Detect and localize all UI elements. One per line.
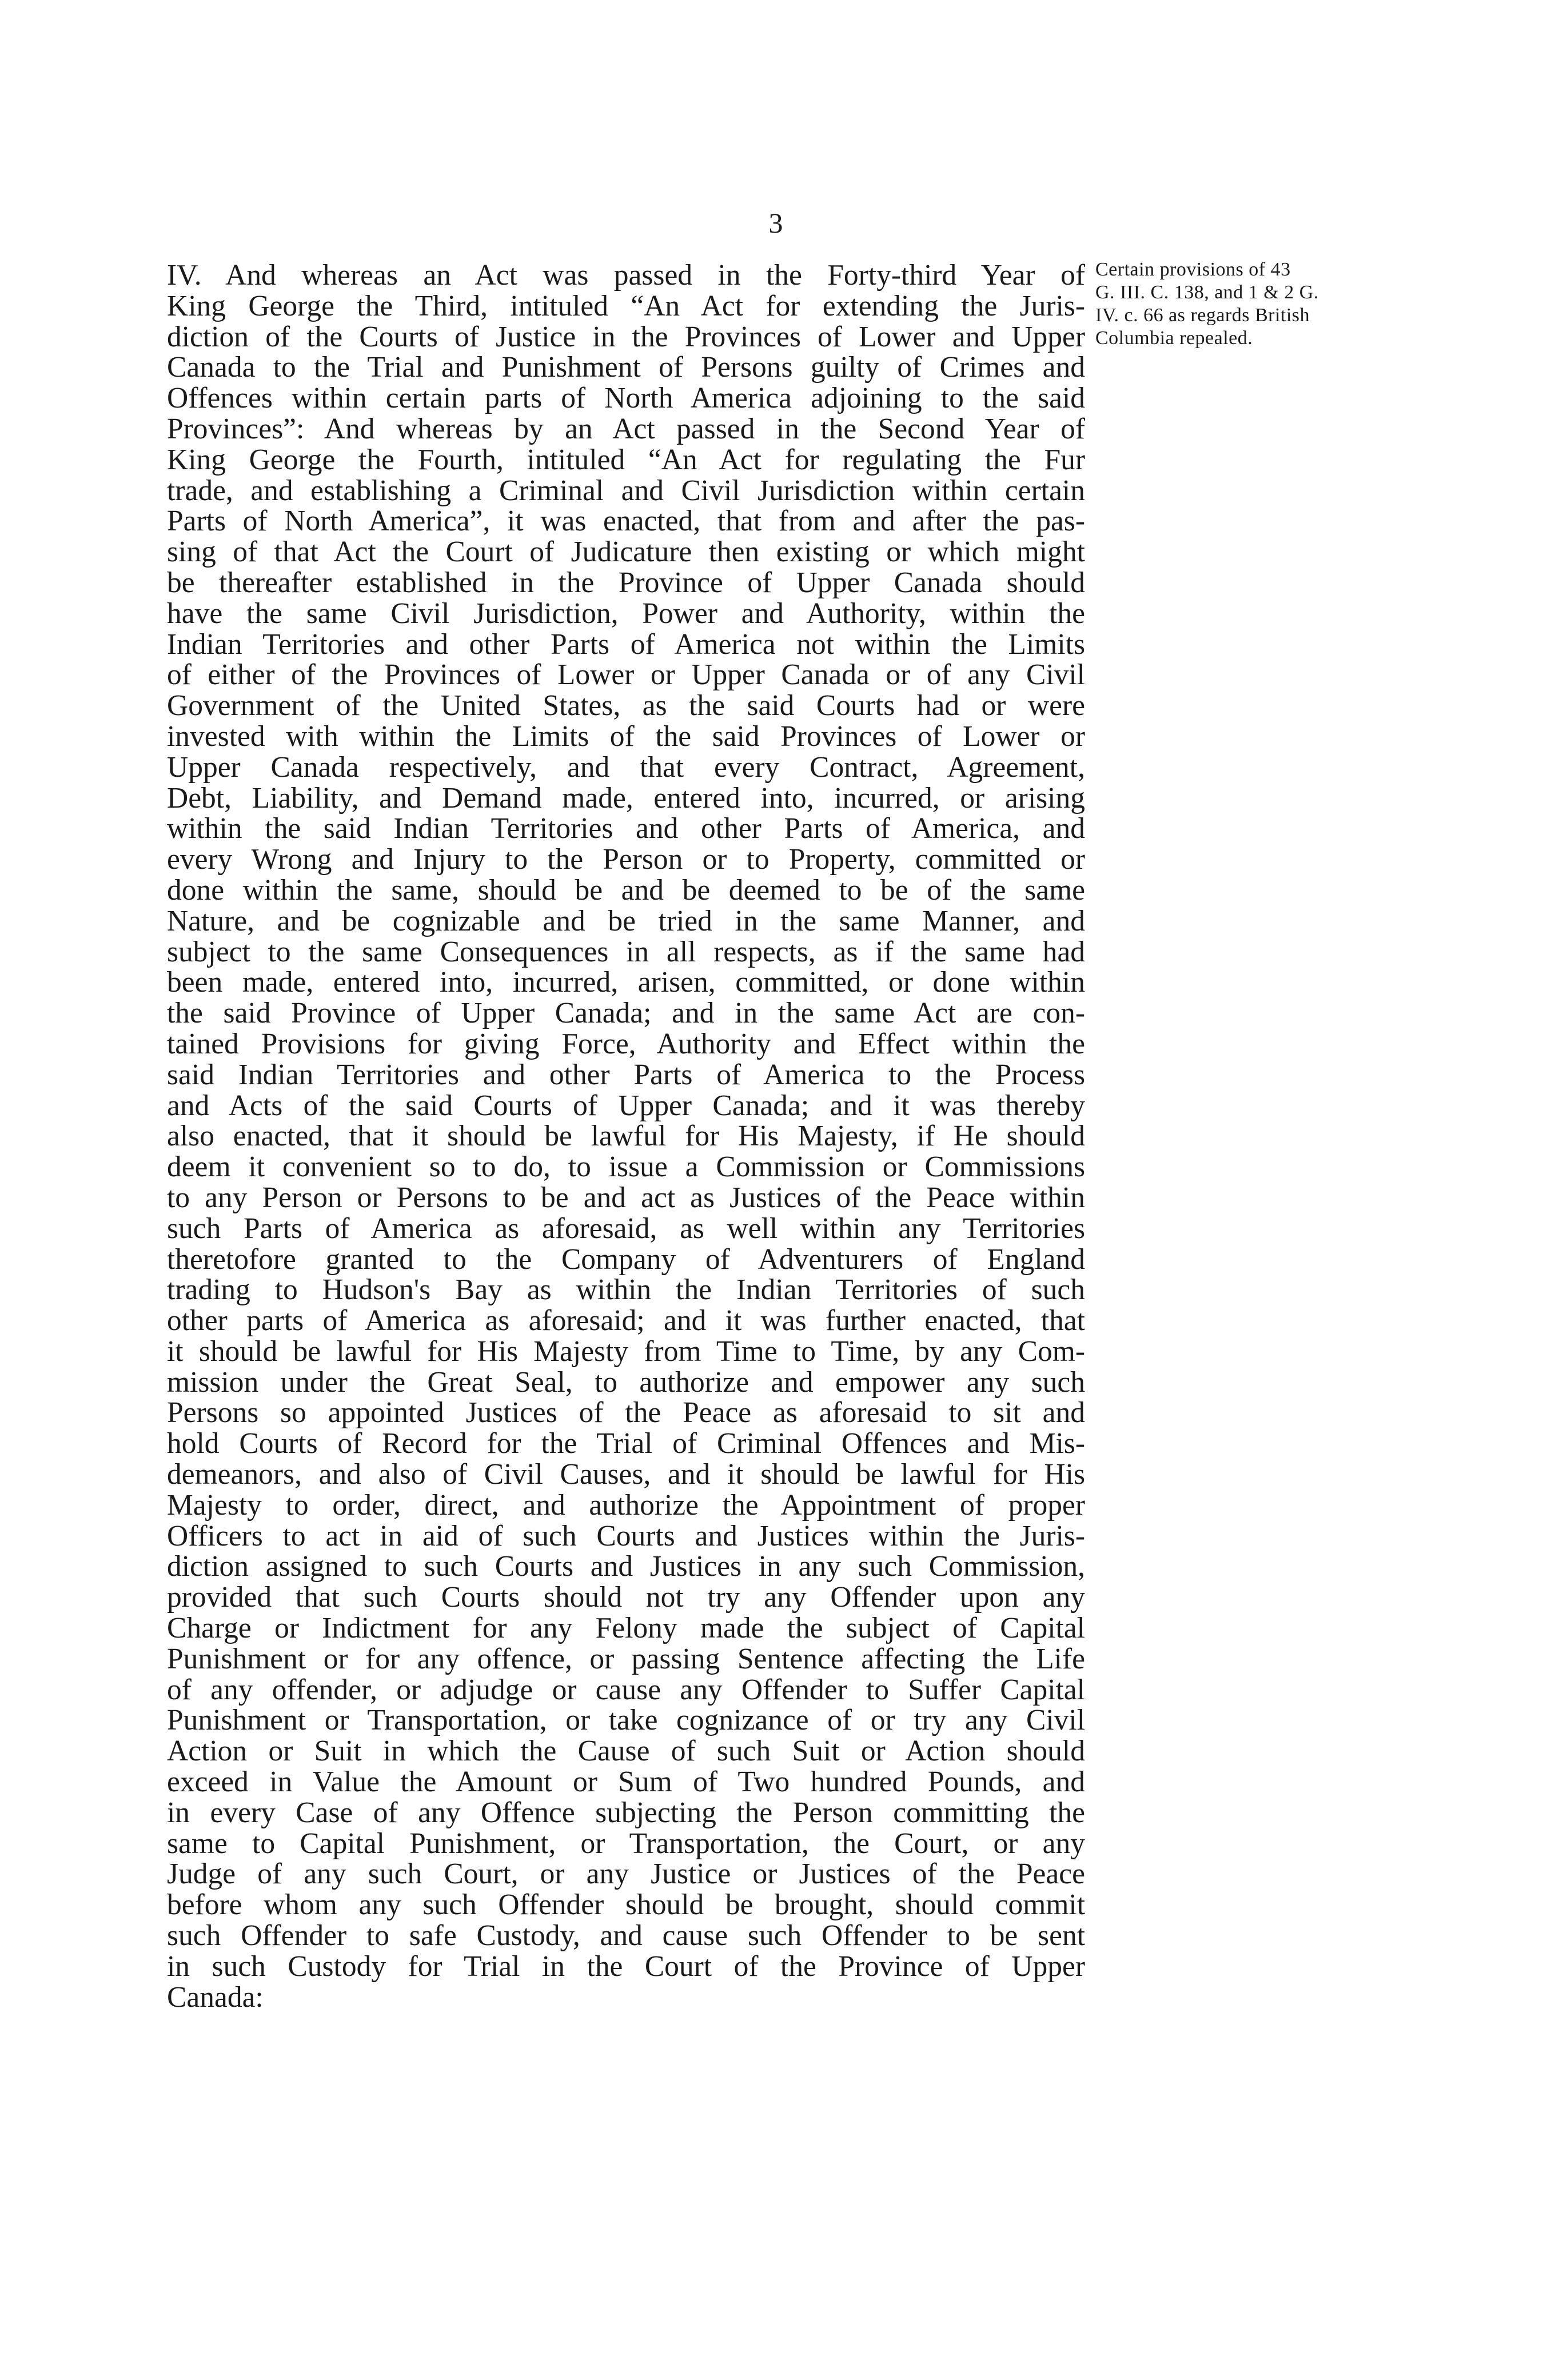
text-line: Provinces”: And whereas by an Act passed in the Second Year of	[167, 412, 1085, 445]
text-line: Indian Territories and other Parts of America not within the Limits	[167, 628, 1085, 661]
text-line: exceed in Value the Amount or Sum of Two hundred Pounds, and	[167, 1766, 1085, 1799]
text-line: to any Person or Persons to be and act as Justices of the Peace within	[167, 1181, 1085, 1214]
text-line: Persons so appointed Justices of the Peace as aforesaid to sit and	[167, 1396, 1085, 1429]
text-line: of either of the Provinces of Lower or Upper Canada or of any Civil	[167, 658, 1085, 692]
text-line: King George the Third, intituled “An Act for extending the Juris-	[167, 289, 1085, 322]
section-iv-paragraph	[167, 260, 1085, 2012]
text-line: invested with within the Limits of the said Provinces of Lower or	[167, 720, 1085, 753]
text-line: mission under the Great Seal, to authorize and empower any such	[167, 1365, 1085, 1399]
text-line: Canada to the Trial and Punishment of Persons guilty of Crimes and	[167, 351, 1085, 384]
text-line: same to Capital Punishment, or Transportation, the Court, or any	[167, 1827, 1085, 1860]
text-line: trading to Hudson's Bay as within the Indian Territories of such	[167, 1273, 1085, 1307]
margin-note-line: Certain provisions of 43	[1095, 259, 1291, 280]
text-line: have the same Civil Jurisdiction, Power and Authority, within the	[167, 597, 1085, 630]
margin-note	[1095, 258, 1381, 350]
text-line: within the said Indian Territories and other Parts of America, and	[167, 812, 1085, 845]
text-line: theretofore granted to the Company of Adventurers of England	[167, 1243, 1085, 1276]
text-line: be thereafter established in the Province of Upper Canada should	[167, 566, 1085, 599]
text-line: in every Case of any Offence subjecting the Person committing the	[167, 1796, 1085, 1829]
text-line: Judge of any such Court, or any Justice or Justices of the Peace	[167, 1858, 1085, 1891]
text-line: Government of the United States, as the said Courts had or were	[167, 689, 1085, 722]
text-line: Action or Suit in which the Cause of such Suit or Action should	[167, 1735, 1085, 1768]
text-line: subject to the same Consequences in all respects, as if the same had	[167, 935, 1085, 968]
text-line: Upper Canada respectively, and that every Contract, Agreement,	[167, 750, 1085, 784]
text-line: Officers to act in aid of such Courts and Justices within the Juris-	[167, 1519, 1085, 1552]
text-line: Debt, Liability, and Demand made, entered into, incurred, or arising	[167, 781, 1085, 814]
text-line: before whom any such Offender should be brought, should commit	[167, 1888, 1085, 1922]
text-line: the said Province of Upper Canada; and in the same Act are con-	[167, 997, 1085, 1030]
text-line: demeanors, and also of Civil Causes, and it should be lawful for His	[167, 1458, 1085, 1491]
text-line: provided that such Courts should not try any Offender upon any	[167, 1581, 1085, 1614]
text-line: trade, and establishing a Criminal and Civil Jurisdiction within certain	[167, 474, 1085, 507]
text-line: IV. And whereas an Act was passed in the Forty-third Year of	[167, 259, 1085, 291]
text-line: Offences within certain parts of North America adjoining to the said	[167, 382, 1085, 415]
text-line: also enacted, that it should be lawful for His Majesty, if He should	[167, 1120, 1085, 1153]
text-line: tained Provisions for giving Force, Authority and Effect within the	[167, 1027, 1085, 1060]
text-line: it should be lawful for His Majesty from Time to Time, by any Com-	[167, 1335, 1085, 1368]
text-line: sing of that Act the Court of Judicature then existing or which might	[167, 536, 1085, 569]
text-line: every Wrong and Injury to the Person or to Property, committed or	[167, 843, 1085, 876]
text-line: other parts of America as aforesaid; and it was further enacted, that	[167, 1304, 1085, 1337]
text-line: diction assigned to such Courts and Justices in any such Commission,	[167, 1550, 1085, 1583]
margin-note-line: Columbia repealed.	[1095, 328, 1253, 349]
text-line: such Offender to safe Custody, and cause such Offender to be sent	[167, 1919, 1085, 1952]
text-line: been made, entered into, incurred, arisen, committed, or done within	[167, 966, 1085, 999]
text-line: diction of the Courts of Justice in the Provinces of Lower and Upper	[167, 320, 1085, 353]
text-line: of any offender, or adjudge or cause any Offender to Suffer Capital	[167, 1673, 1085, 1706]
text-line: Parts of North America”, it was enacted, that from and after the pas-	[167, 505, 1085, 538]
text-line: hold Courts of Record for the Trial of Criminal Offences and Mis-	[167, 1427, 1085, 1460]
margin-note-line: IV. c. 66 as regards British	[1095, 305, 1310, 326]
text-line: said Indian Territories and other Parts of America to the Process	[167, 1058, 1085, 1091]
text-line: done within the same, should be and be deemed to be of the same	[167, 873, 1085, 907]
text-line: Canada:	[167, 1980, 264, 2014]
page-number: 3	[768, 207, 783, 239]
margin-note-line: G. III. C. 138, and 1 & 2 G.	[1095, 282, 1319, 303]
text-line: such Parts of America as aforesaid, as well within any Territories	[167, 1212, 1085, 1245]
text-line: Charge or Indictment for any Felony made the subject of Capital	[167, 1612, 1085, 1645]
text-line: Majesty to order, direct, and authorize the Appointment of proper	[167, 1488, 1085, 1522]
text-line: Punishment or Transportation, or take cognizance of or try any Civil	[167, 1704, 1085, 1737]
text-line: Nature, and be cognizable and be tried in the same Manner, and	[167, 904, 1085, 937]
text-line: deem it convenient so to do, to issue a Commission or Commissions	[167, 1151, 1085, 1184]
text-line: Punishment or for any offence, or passing Sentence affecting the Life	[167, 1642, 1085, 1675]
text-line: in such Custody for Trial in the Court of the Province of Upper	[167, 1950, 1085, 1983]
text-line: and Acts of the said Courts of Upper Canada; and it was thereby	[167, 1089, 1085, 1122]
text-line: King George the Fourth, intituled “An Act for regulating the Fur	[167, 443, 1085, 476]
